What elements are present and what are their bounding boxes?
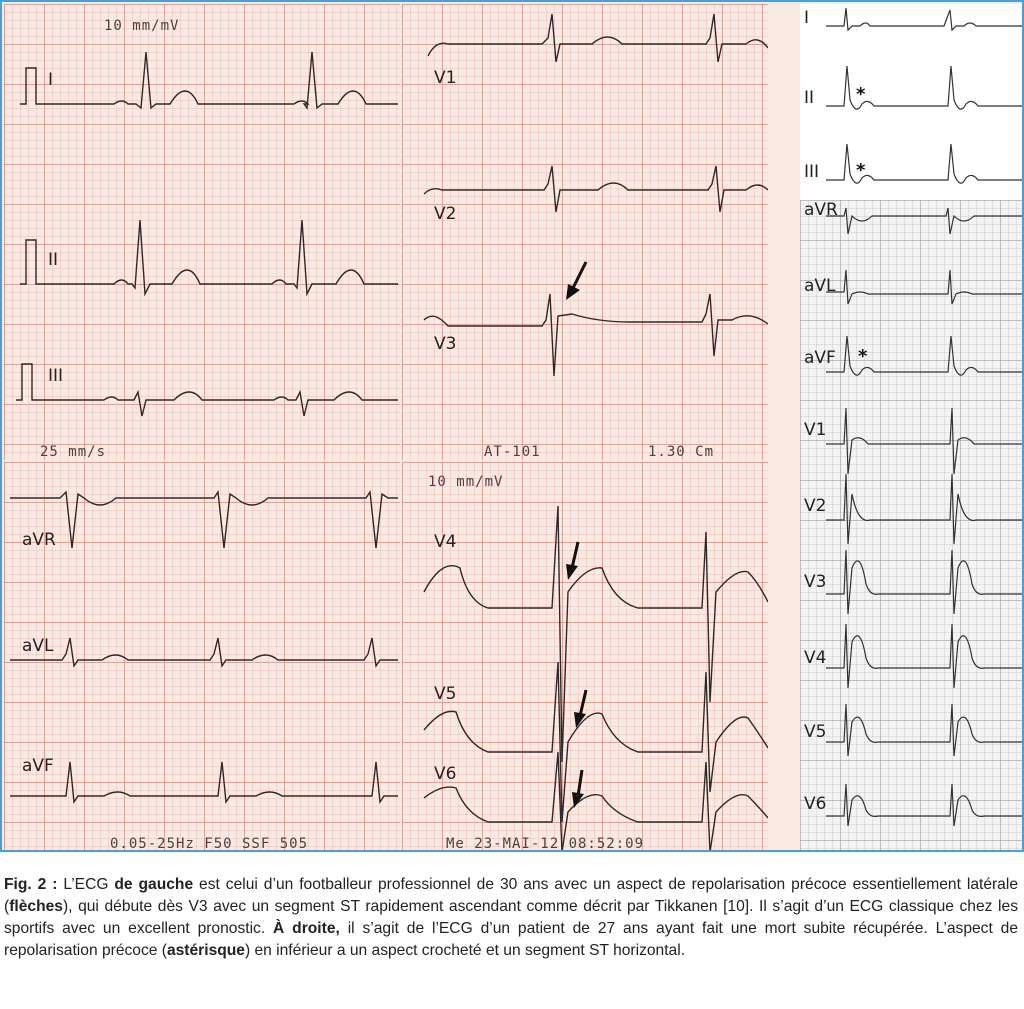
arrow-icon (566, 262, 586, 300)
arrow-icon (574, 690, 586, 728)
lead-label-aVR-right: aVR (804, 200, 838, 220)
filter-label: 0.05-25Hz F50 SSF 505 (110, 836, 309, 852)
trace-lead-I (42, 52, 398, 108)
ecg-traces-v1-v3 (402, 4, 768, 460)
trace-right-III (826, 144, 1022, 183)
trace-right-V2 (826, 474, 1022, 544)
asterisk-marker-II: * (856, 84, 866, 105)
lead-label-aVL: aVL (22, 636, 54, 656)
trace-right-aVR (826, 208, 1022, 234)
caption-text-4: il s’agit de l’ECG d’un patient de 27 ans ayant fait une mort subite récupérée. L’aspect de repolarisation précoce ( (4, 920, 1019, 959)
ecg-traces-augmented (4, 462, 400, 852)
trace-right-aVF (826, 336, 1022, 375)
lead-label-aVL-right: aVL (804, 276, 836, 296)
lead-label-V3-right: V3 (804, 572, 827, 592)
ecg-panel-right-12-lead (800, 4, 1024, 852)
arrow-icon (566, 542, 578, 580)
trace-lead-V6 (424, 752, 768, 852)
lead-label-aVF: aVF (22, 756, 54, 776)
trace-right-II (826, 66, 1022, 109)
trace-lead-II (42, 220, 398, 294)
trace-lead-aVL (10, 638, 398, 666)
gain-label: 10 mm/mV (104, 18, 180, 34)
lead-label-I-right: I (804, 8, 810, 28)
calibration-pulse (20, 240, 42, 284)
lead-label-V1-right: V1 (804, 420, 827, 440)
trace-right-aVL (826, 270, 1022, 304)
caption-text-5: ) en inférieur a un aspect crocheté et un segment ST horizontal. (244, 942, 686, 959)
lead-label-V3: V3 (434, 334, 457, 354)
lead-label-V5-right: V5 (804, 722, 827, 742)
caption-bold-4: astérisque (166, 942, 245, 959)
caption-bold-1: de gauche (114, 876, 194, 893)
ecg-panel-augmented-leads (4, 462, 400, 852)
lead-label-II: II (48, 250, 59, 270)
trace-right-I (826, 8, 1022, 30)
caption-fig-label: Fig. 2 : (4, 876, 58, 893)
lead-label-V5: V5 (434, 684, 457, 704)
lead-label-I: I (48, 70, 54, 90)
lead-label-V6: V6 (434, 764, 457, 784)
lead-label-III-right: III (804, 162, 820, 182)
trace-right-V4 (826, 624, 1022, 688)
device-label: AT-101 (484, 444, 541, 460)
lead-label-V2: V2 (434, 204, 457, 224)
speed-label: 25 mm/s (40, 444, 107, 460)
asterisk-marker-aVF: * (858, 346, 868, 367)
caption-text-3: ), qui débute dès V3 avec un segment ST rapidement ascendant comme décrit par Tikkanen [10]. Il s’agit d’un ECG classique chez les sportifs avec un excellent pronostic. (4, 898, 1018, 937)
date-label: Me 23-MAI-12 08:52:09 (446, 836, 645, 852)
calibration-pulse (20, 68, 42, 104)
trace-right-V6 (826, 784, 1022, 826)
lead-label-V2-right: V2 (804, 496, 827, 516)
lead-label-V4: V4 (434, 532, 457, 552)
ecg-panel-v4-v6 (402, 462, 768, 852)
lead-label-V6-right: V6 (804, 794, 827, 814)
gain-label-precordial: 10 mm/mV (428, 474, 504, 490)
caption-text-1: L’ECG (57, 876, 115, 893)
calibration-pulse (16, 364, 38, 400)
arrow-icon (572, 770, 584, 808)
trace-right-V5 (826, 704, 1022, 756)
ecg-traces-limb (4, 4, 400, 460)
ecg-traces-right (800, 4, 1024, 852)
lead-label-III: III (48, 366, 64, 386)
lead-label-aVF-right: aVF (804, 348, 836, 368)
caption-bold-3: À droite, (273, 920, 340, 937)
lead-label-aVR: aVR (22, 530, 56, 550)
ecg-traces-v4-v6 (402, 462, 768, 852)
lead-label-V1: V1 (434, 68, 457, 88)
trace-lead-V1 (428, 14, 768, 62)
ecg-panel-v1-v3 (402, 4, 768, 460)
trace-lead-V4 (424, 506, 768, 762)
asterisk-marker-III: * (856, 160, 866, 181)
trace-lead-III (38, 392, 398, 416)
caption-text-2: est celui d’un footballeur professionnel de 30 ans avec un aspect de repolarisation précoce essentiellement latérale ( (4, 876, 1018, 915)
trace-lead-V3 (424, 294, 768, 376)
trace-lead-V5 (424, 662, 768, 822)
trace-lead-aVR (10, 492, 398, 548)
ecg-panel-limb-leads (4, 4, 400, 460)
trace-lead-aVF (10, 762, 398, 802)
calibration-label: 1.30 Cm (648, 444, 715, 460)
lead-label-II-right: II (804, 88, 815, 108)
lead-label-V4-right: V4 (804, 648, 827, 668)
trace-lead-V2 (424, 166, 768, 212)
trace-right-V3 (826, 550, 1022, 614)
figure-caption (4, 874, 1018, 962)
trace-right-V1 (826, 408, 1022, 474)
caption-bold-2: flèches (9, 898, 63, 915)
